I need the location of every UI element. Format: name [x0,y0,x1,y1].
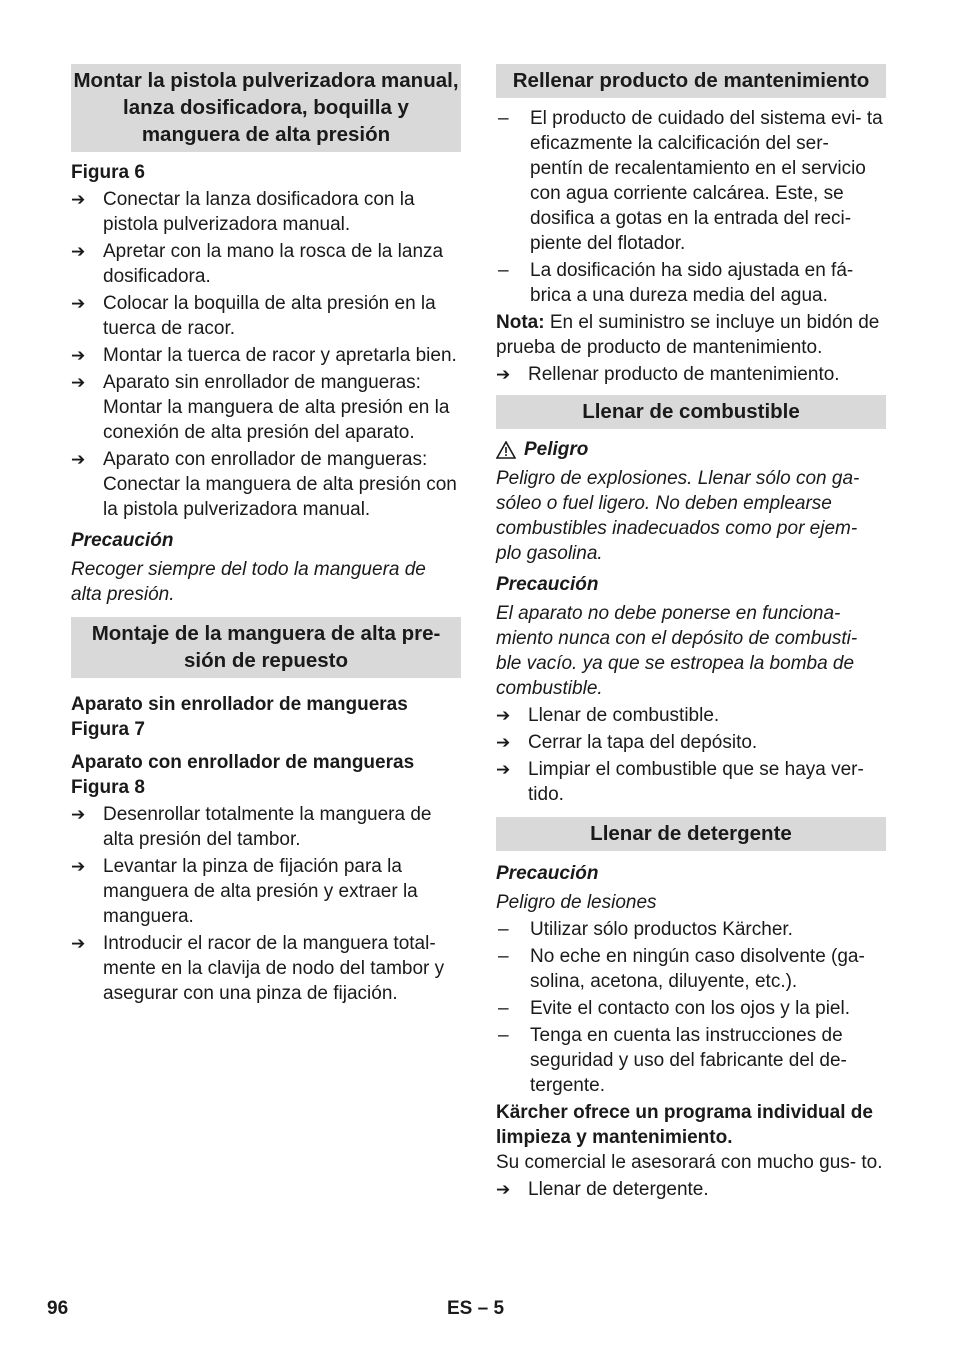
program-statement: Kärcher ofrece un programa individual de limpieza y mantenimiento. [496,1102,873,1148]
list-item: ➔ Introducir el racor de la manguera total- mente en la clavija de nodo del tambor y asegurar con una pinza de fijación. [71,933,445,1004]
dash-bullet-icon: – [498,108,509,129]
section-heading-maintenance-product: Rellenar producto de mantenimiento [496,64,886,98]
right-arrow-icon: ➔ [71,346,86,365]
fuel-steps [496,703,886,807]
list-item: ➔ Rellenar producto de mantenimiento. [496,364,840,385]
caution-text: El aparato no debe ponerse en funciona- miento nunca con el depósito de combusti- ble vacío. ya que se estropea la bomba de combustible. [496,603,858,699]
list-item: ➔ Aparato sin enrollador de mangueras: Montar la manguera de alta presión en la conexión de alta presión del aparato. [71,372,450,443]
right-arrow-icon: ➔ [71,934,86,953]
right-arrow-icon: ➔ [496,733,511,752]
caution-label: Precaución [496,574,599,595]
list-item: ➔ Montar la tuerca de racor y apretarla bien. [71,345,457,366]
detergent-dash-list [496,917,886,1098]
dash-bullet-icon: – [498,946,509,967]
list-item: – Tenga en cuenta las instrucciones de seguridad y uso del fabricante del de- tergente. [498,1025,847,1096]
figure-ref-7: Figura 7 [71,719,145,740]
section-heading-detergent: Llenar de detergente [496,817,886,851]
caution-text: Peligro de lesiones [496,892,657,913]
list-item: – Evite el contacto con los ojos y la piel. [498,998,851,1019]
list-item: ➔ Levantar la pinza de fijación para la manguera de alta presión y extraer la manguera. [71,856,418,927]
list-item: – No eche en ningún caso disolvente (ga- solina, acetona, diluyente, etc.). [498,946,865,992]
section-page: – 5 [477,1298,505,1319]
right-arrow-icon: ➔ [71,294,86,313]
right-arrow-icon: ➔ [71,857,86,876]
left-column [71,64,461,1006]
danger-heading [496,437,886,462]
list-item: – La dosificación ha sido ajustada en fá- brica a una dureza media del agua. [498,260,854,306]
page-number: 96 [47,1298,69,1319]
caution-label: Precaución [71,530,174,551]
right-arrow-icon: ➔ [71,373,86,392]
section-heading-assembly: Montar la pistola pulverizadora manual, lanza dosificadora, boquilla y manguera de alta presión [71,64,461,152]
right-column [496,64,886,1202]
list-item: ➔ Apretar con la mano la rosca de la lanza dosificadora. [71,241,444,287]
warning-triangle-icon [496,441,516,459]
dealer-statement: Su comercial le asesorará con mucho gus- to. [496,1152,883,1173]
subheading-without-reel: Aparato sin enrollador de mangueras [71,694,408,715]
right-arrow-icon: ➔ [71,242,86,261]
note-paragraph [496,310,886,360]
dash-bullet-icon: – [498,919,509,940]
page-footer-section [447,1298,504,1320]
dash-bullet-icon: – [498,998,509,1019]
list-item: ➔ Aparato con enrollador de mangueras: Conectar la manguera de alta presión con la pistola pulverizadora manual. [71,449,457,520]
caution-label: Precaución [496,863,599,884]
right-arrow-icon: ➔ [71,805,86,824]
list-item: ➔ Conectar la lanza dosificadora con la pistola pulverizadora manual. [71,189,415,235]
maintenance-dash-list [496,106,886,308]
right-arrow-icon: ➔ [71,450,86,469]
note-label: Nota: [496,312,545,333]
right-arrow-icon: ➔ [496,365,511,384]
dash-bullet-icon: – [498,260,509,281]
list-item: ➔ Cerrar la tapa del depósito. [496,732,758,753]
list-item: – Utilizar sólo productos Kärcher. [498,919,793,940]
caution-text: Recoger siempre del todo la manguera de alta presión. [71,559,426,605]
list-item: – El producto de cuidado del sistema evi- ta eficazmente la calcificación del ser- pentín de recalentamiento en el servicio con agua corriente calcárea. Este, se dosifica a gotas en la entrada del reci- piente del flotador. [498,108,883,254]
right-arrow-icon: ➔ [496,1180,511,1199]
section-heading-fuel: Llenar de combustible [496,395,886,429]
right-arrow-icon: ➔ [496,760,511,779]
right-arrow-icon: ➔ [71,190,86,209]
note-text: En el suministro se incluye un bidón de prueba de producto de mantenimiento. [496,312,880,358]
subheading-with-reel: Aparato con enrollador de mangueras [71,752,415,773]
list-item: ➔ Colocar la boquilla de alta presión en la tuerca de racor. [71,293,436,339]
assembly-steps [71,187,461,522]
figure-ref-6: Figura 6 [71,162,145,183]
list-item: ➔ Limpiar el combustible que se haya ver- tido. [496,759,864,805]
dash-bullet-icon: – [498,1025,509,1046]
language-code: ES [447,1298,473,1319]
hose-steps [71,802,461,1006]
danger-text: Peligro de explosiones. Llenar sólo con ga- sóleo o fuel ligero. No deben emplearse combustibles inadecuados como por ejem- plo gasolina. [496,468,860,564]
list-item: ➔ Llenar de detergente. [496,1179,709,1200]
section-heading-replacement-hose: Montaje de la manguera de alta pre- sión de repuesto [71,617,461,678]
danger-label: Peligro [524,439,589,460]
figure-ref-8: Figura 8 [71,777,145,798]
right-arrow-icon: ➔ [496,706,511,725]
list-item: ➔ Llenar de combustible. [496,705,720,726]
list-item: ➔ Desenrollar totalmente la manguera de alta presión del tambor. [71,804,432,850]
